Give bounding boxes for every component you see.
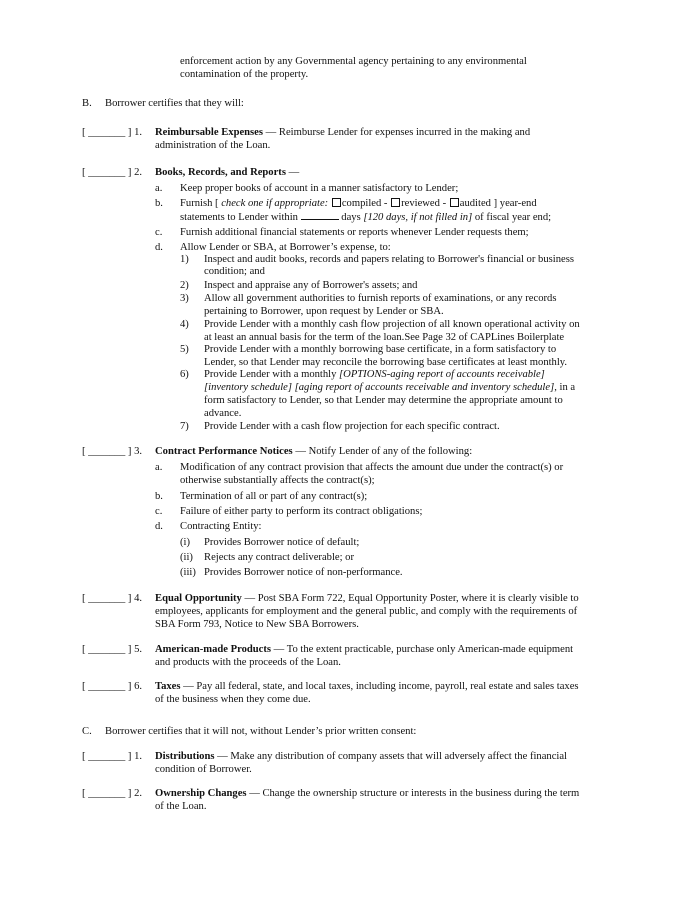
section-b-letter: B.: [82, 98, 92, 109]
b6-line1: Taxes — Pay all federal, state, and local taxes, including income, payroll, real estate and sales taxes: [155, 681, 579, 692]
b6-title: Taxes: [155, 681, 181, 692]
b1-line1: Reimbursable Expenses — Reimburse Lender for expenses incurred in the making and: [155, 127, 531, 138]
roman-num: (ii): [180, 552, 193, 563]
b2-d-text: Allow Lender or SBA, at Borrower’s expense, to:: [180, 242, 391, 253]
point-num: 3): [180, 293, 189, 304]
b3-line1: Contract Performance Notices — Notify Lender of any of the following:: [155, 446, 473, 457]
days-blank[interactable]: [301, 210, 339, 220]
point-text: Provide Lender with a monthly [OPTIONS-aging report of accounts receivable]: [204, 369, 545, 380]
section-c-letter: C.: [82, 726, 92, 737]
b1-title: Reimbursable Expenses: [155, 127, 264, 138]
roman-text: Provides Borrower notice of non-performance.: [204, 567, 403, 578]
c1-line1: Distributions — Make any distribution of company assets that will adversely affect the financial: [155, 751, 568, 762]
b5-line2: and products with the proceeds of the Loan.: [155, 657, 341, 668]
point-text: form satisfactory to Lender, so that Lender may determine the appropriate amount to: [204, 395, 563, 406]
b3-a-text: Modification of any contract provision that affects the amount due under the contract(s) or: [180, 462, 564, 473]
b3-title: Contract Performance Notices: [155, 446, 293, 457]
point-text: Allow all government authorities to furnish reports of examinations, or any records: [204, 293, 557, 304]
initial-blank-c2[interactable]: [ _______ ] 2.: [82, 788, 143, 799]
initial-blank-b6[interactable]: [ _______ ] 6.: [82, 681, 143, 692]
continuation-line: enforcement action by any Governmental agency pertaining to any environmental: [180, 56, 527, 67]
checkbox-reviewed[interactable]: [391, 198, 400, 207]
c1-line2: condition of Borrower.: [155, 764, 252, 775]
b2-b-line1: Furnish [ check one if appropriate: compiled - reviewed - audited ] year-end: [180, 198, 537, 209]
b5-title: American-made Products: [155, 644, 272, 655]
b2-b-label: b.: [155, 198, 163, 209]
initial-blank-b4[interactable]: [ _______ ] 4.: [82, 593, 143, 604]
point-num: 5): [180, 344, 189, 355]
section-c-heading: Borrower certifies that it will not, without Lender’s prior written consent:: [105, 726, 417, 737]
b2-title: Books, Records, and Reports: [155, 167, 286, 178]
c1-title: Distributions: [155, 751, 215, 762]
b4-line1: Equal Opportunity — Post SBA Form 722, Equal Opportunity Poster, where it is clearly visible to: [155, 593, 579, 604]
b2-c-text: Furnish additional financial statements or reports whenever Lender requests them;: [180, 227, 529, 238]
roman-num: (i): [180, 537, 190, 548]
b2-a-label: a.: [155, 183, 163, 194]
b2-heading: Books, Records, and Reports —: [155, 167, 300, 178]
b3-c-label: c.: [155, 506, 163, 517]
b4-line2: employees, applicants for employment and the general public, and comply with the requirements of: [155, 606, 578, 617]
b4-title: Equal Opportunity: [155, 593, 242, 604]
checkbox-compiled[interactable]: [332, 198, 341, 207]
point-text: at least an annual basis for the term of the loan.See Page 32 of CAPLines Boilerplate: [204, 332, 565, 343]
c2-line1: Ownership Changes — Change the ownership structure or interests in the business during the term: [155, 788, 580, 799]
initial-blank-b2[interactable]: [ _______ ] 2.: [82, 167, 143, 178]
initial-blank-b3[interactable]: [ _______ ] 3.: [82, 446, 143, 457]
initial-blank-b5[interactable]: [ _______ ] 5.: [82, 644, 143, 655]
point-num: 1): [180, 254, 189, 265]
point-text: pertaining to Borrower, upon request by Lender or SBA.: [204, 306, 444, 317]
checkbox-audited[interactable]: [450, 198, 459, 207]
point-num: 7): [180, 421, 189, 432]
roman-text: Provides Borrower notice of default;: [204, 537, 360, 548]
point-num: 2): [180, 280, 189, 291]
b2-c-label: c.: [155, 227, 163, 238]
b2-d-label: d.: [155, 242, 163, 253]
roman-num: (iii): [180, 567, 196, 578]
b6-line2: of the business when they come due.: [155, 694, 311, 705]
b1-line2: administration of the Loan.: [155, 140, 271, 151]
point-text: advance.: [204, 408, 242, 419]
point-text: Provide Lender with a monthly cash flow projection of all known operational activity on: [204, 319, 580, 330]
point-text: [inventory schedule] [aging report of accounts receivable and inventory schedule], in a: [204, 382, 576, 393]
b3-a-label: a.: [155, 462, 163, 473]
b5-line1: American-made Products — To the extent practicable, purchase only American-made equipment: [155, 644, 574, 655]
b4-line3: SBA Form 793, Notice to New SBA Borrowers.: [155, 619, 359, 630]
b3-b-text: Termination of all or part of any contract(s);: [180, 491, 368, 502]
c2-line2: of the Loan.: [155, 801, 207, 812]
b3-c-text: Failure of either party to perform its contract obligations;: [180, 506, 423, 517]
continuation-line: contamination of the property.: [180, 69, 309, 80]
point-text: condition; and: [204, 266, 265, 277]
point-text: Inspect and appraise any of Borrower's assets; and: [204, 280, 418, 291]
b3-a-text: otherwise substantially affects the contract(s);: [180, 475, 375, 486]
section-b-heading: Borrower certifies that they will:: [105, 98, 244, 109]
initial-blank-b1[interactable]: [ _______ ] 1.: [82, 127, 143, 138]
b2-a-text: Keep proper books of account in a manner satisfactory to Lender;: [180, 183, 459, 194]
b3-d-text: Contracting Entity:: [180, 521, 262, 532]
point-num: 6): [180, 369, 189, 380]
point-text: Provide Lender with a monthly borrowing base certificate, in a form satisfactory to: [204, 344, 557, 355]
point-text: Lender, so that Lender may reconcile the borrowing base certificates at least monthly.: [204, 357, 568, 368]
b3-d-label: d.: [155, 521, 163, 532]
point-text: Inspect and audit books, records and papers relating to Borrower's financial or business: [204, 254, 574, 265]
initial-blank-c1[interactable]: [ _______ ] 1.: [82, 751, 143, 762]
point-text: Provide Lender with a cash flow projection for each specific contract.: [204, 421, 500, 432]
roman-text: Rejects any contract deliverable; or: [204, 552, 355, 563]
b2-b-line2: statements to Lender within days [120 days, if not filled in] of fiscal year end;: [180, 212, 552, 223]
point-num: 4): [180, 319, 189, 330]
b3-b-label: b.: [155, 491, 163, 502]
c2-title: Ownership Changes: [155, 788, 247, 799]
